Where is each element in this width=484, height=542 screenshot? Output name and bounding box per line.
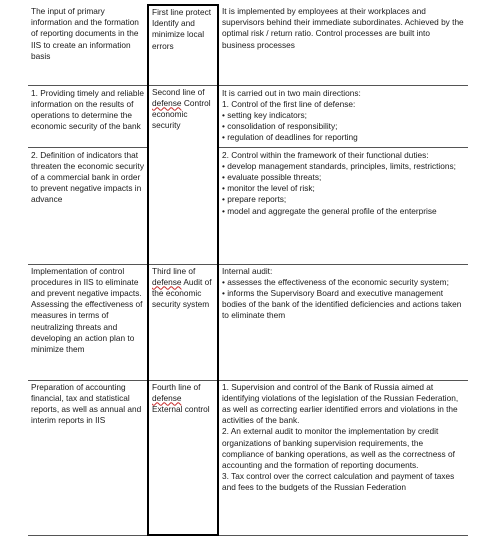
defense-line-text: Third line of bbox=[152, 265, 196, 276]
defense-line-text: First line protect Identify and minimize local errors bbox=[152, 7, 212, 51]
description-line: It is carried out in two main directions: bbox=[222, 87, 361, 98]
description-line: 2. An external audit to monitor the implementation by credit organizations of banking supervision requirements, the compliance of banking operations, as well as the correctness of accounting and the formation of reporting documents. bbox=[222, 426, 455, 470]
spellcheck-underlined-word: defense bbox=[152, 97, 182, 108]
spellcheck-underlined-word: defense bbox=[152, 276, 182, 287]
function-cell bbox=[28, 85, 148, 264]
function-subcell bbox=[28, 86, 147, 148]
defense-line-cell bbox=[148, 264, 218, 380]
spellcheck-underlined-word: defense bbox=[152, 392, 182, 403]
table-row-fourth-line bbox=[28, 380, 468, 535]
description-line: • evaluate possible threats; bbox=[222, 171, 322, 182]
function-text: Implementation of control procedures in IIS to eliminate and prevent negative impacts. bbox=[31, 265, 142, 298]
description-line: • model and aggregate the general profile of the enterprise bbox=[222, 205, 437, 216]
function-cell bbox=[28, 380, 148, 535]
description-cell bbox=[218, 85, 468, 264]
function-text: Preparation of accounting financial, tax and statistical reports, as well as annual and interim reports in IIS bbox=[31, 381, 142, 426]
description-line: Internal audit: bbox=[222, 265, 273, 276]
table-row-third-line bbox=[28, 264, 468, 380]
defense-line-cell bbox=[148, 380, 218, 535]
function-text: The input of primary information and the formation of reporting documents in the IIS to create an information basis bbox=[31, 6, 139, 61]
description-subcell bbox=[219, 86, 468, 148]
function-subcell bbox=[28, 148, 147, 208]
defense-line-text: Audit of the economic security system bbox=[152, 276, 212, 310]
description-line: • develop management standards, principles, limits, restrictions; bbox=[222, 160, 456, 171]
description-cell bbox=[218, 5, 468, 85]
defense-line-cell bbox=[148, 5, 218, 85]
description-text: It is implemented by employees at their workplaces and supervisors behind their immediate subordinates. Achieved by the optimal risk / return ratio. Control processes are built into business processes bbox=[222, 6, 464, 50]
description-line: • informs the Supervisory Board and executive management bodies of the bank of the identified deficiencies and actions taken to eliminate them bbox=[222, 287, 462, 321]
table-row-first-line bbox=[28, 5, 468, 85]
document-page bbox=[28, 4, 468, 536]
description-subcell bbox=[219, 148, 468, 219]
defense-line-text: Control economic security bbox=[152, 97, 211, 131]
description-line: • monitor the level of risk; bbox=[222, 183, 315, 194]
function-text: 2. Definition of indicators that threaten the economic security of a commercial bank in order to prevent negative impacts in advance bbox=[31, 149, 144, 205]
defense-line-text: Fourth line of bbox=[152, 381, 201, 392]
description-line: 2. Control within the framework of their functional duties: bbox=[222, 149, 429, 160]
defense-line-cell bbox=[148, 85, 218, 264]
description-line: 1. Supervision and control of the Bank of Russia aimed at identifying violations of the legislation of the Russian Federation, as well as correcting earlier identified errors and violations in the activities of the bank. bbox=[222, 381, 459, 426]
description-cell bbox=[218, 380, 468, 535]
defense-line-text: External control bbox=[152, 403, 210, 414]
defense-line-text: Second line of bbox=[152, 86, 205, 97]
function-cell bbox=[28, 5, 148, 85]
table-row-second-line bbox=[28, 85, 468, 264]
description-line: 3. Tax control over the correct calculation and payment of taxes and fees to the budgets of the Russian Federation bbox=[222, 471, 455, 493]
description-line: • regulation of deadlines for reporting bbox=[222, 132, 358, 143]
description-line: • setting key indicators; bbox=[222, 109, 307, 120]
description-line: • consolidation of responsibility; bbox=[222, 121, 338, 132]
function-text: 1. Providing timely and reliable information on the results of operations to determine the economic security of the bank bbox=[31, 87, 144, 132]
function-cell bbox=[28, 264, 148, 380]
economic-security-lines-table bbox=[28, 4, 468, 536]
description-line: • prepare reports; bbox=[222, 194, 287, 205]
function-text: Assessing the effectiveness of measures in terms of neutralizing threats and developing an action plan to minimize them bbox=[31, 299, 143, 354]
description-line: • assesses the effectiveness of the economic security system; bbox=[222, 276, 449, 287]
description-cell bbox=[218, 264, 468, 380]
description-line: 1. Control of the first line of defense: bbox=[222, 98, 356, 109]
